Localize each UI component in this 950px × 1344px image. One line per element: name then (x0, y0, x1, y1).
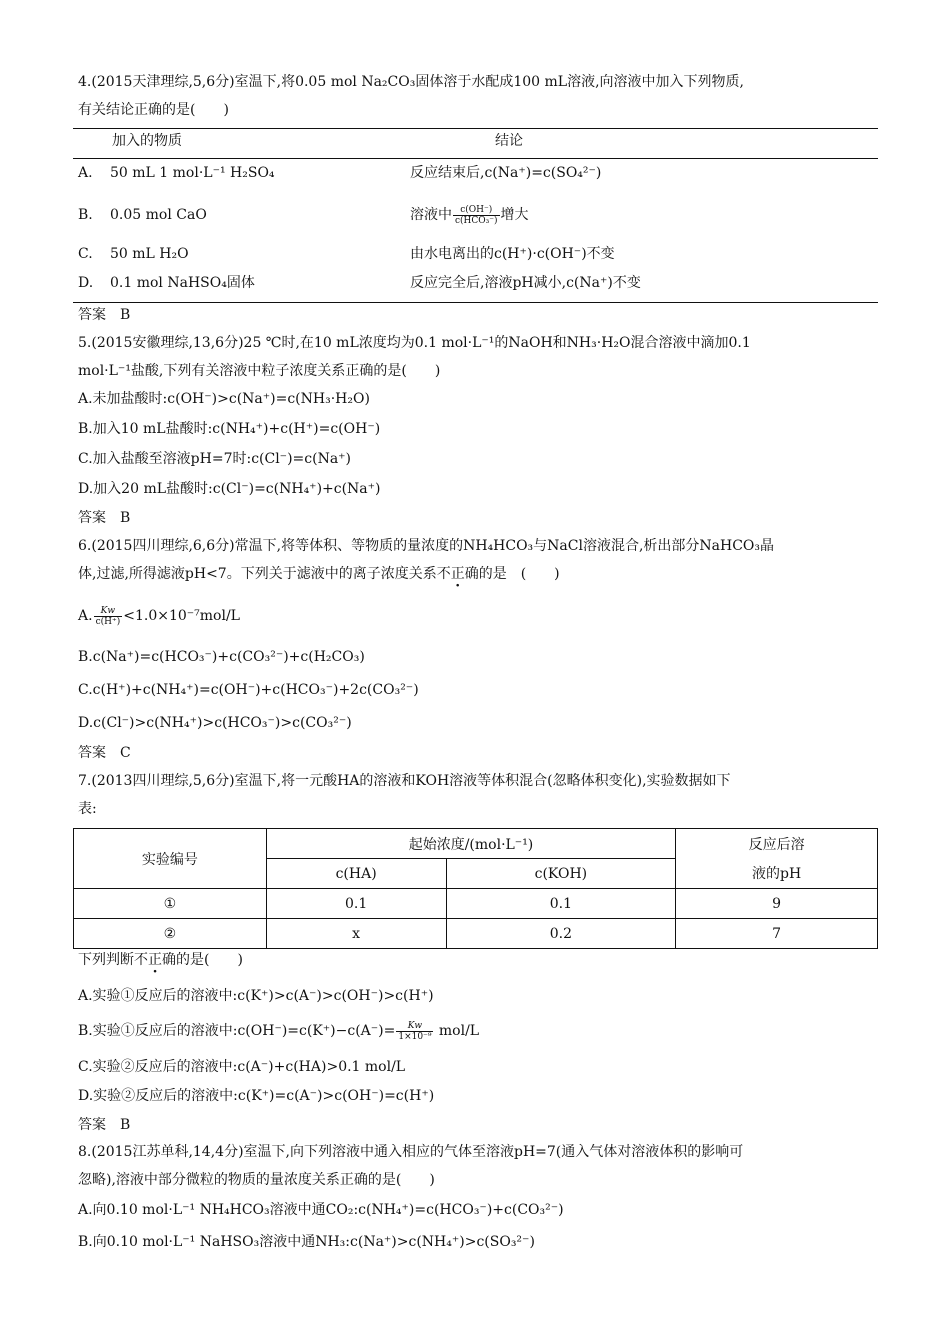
q4-head-conclusion: 结论 (495, 133, 523, 149)
table-cell-id: ① (74, 889, 267, 919)
fraction-denominator: c(H⁺) (95, 616, 121, 627)
q6-option-a (78, 598, 240, 634)
q7-option-a: A.实验①反应后的溶液中:c(K⁺)>c(A⁻)>c(OH⁻)>c(H⁺) (78, 988, 434, 1004)
q7-option-b (78, 1013, 479, 1049)
q4-row-c-conclusion: 由水电离出的c(H⁺)·c(OH⁻)不变 (410, 246, 615, 262)
q4-row-d-conclusion: 反应完全后,溶液pH减小,c(Na⁺)不变 (410, 275, 641, 291)
q6-stem-post: 的是 ( ) (478, 566, 560, 582)
q6-option-d: D.c(Cl⁻)>c(NH₄⁺)>c(HCO₃⁻)>c(CO₃²⁻) (78, 715, 352, 731)
q4-stem-line2: 有关结论正确的是( ) (78, 102, 229, 118)
q7-option-b-pre: B.实验①反应后的溶液中:c(OH⁻)=c(K⁺)−c(A⁻)= (78, 1023, 396, 1039)
q4-row-a-conclusion: 反应结束后,c(Na⁺)=c(SO₄²⁻) (410, 165, 602, 181)
q5-stem-line1: 5.(2015安徽理综,13,6分)25 ℃时,在10 mL浓度均为0.1 mol·L⁻¹的NaOH和NH₃·H₂O混合溶液中滴加0.1 (78, 335, 751, 351)
q7-col-ph-line1: 反应后溶 (676, 829, 878, 859)
q7-col-ph-line2: 液的pH (676, 859, 878, 889)
q4-head-substance: 加入的物质 (112, 133, 182, 149)
q8-option-a: A.向0.10 mol·L⁻¹ NH₄HCO₃溶液中通CO₂:c(NH₄⁺)=c(HCO₃⁻)+c(CO₃²⁻) (78, 1202, 564, 1218)
fraction-denominator: 1×10⁻⁹ (398, 1031, 432, 1042)
q7-option-c: C.实验②反应后的溶液中:c(A⁻)+c(HA)>0.1 mol/L (78, 1059, 406, 1075)
fraction-numerator: Kw (94, 606, 123, 617)
q7-col-initial-concentration: 起始浓度/(mol·L⁻¹) (266, 829, 676, 859)
q7-judge-post: 的是( ) (176, 952, 243, 968)
q7-option-d: D.实验②反应后的溶液中:c(K⁺)=c(A⁻)>c(OH⁻)=c(H⁺) (78, 1088, 435, 1104)
q7-col-experiment-id: 实验编号 (74, 829, 267, 889)
q4-table-top-rule (73, 128, 878, 129)
table-cell-koh: 0.1 (446, 889, 676, 919)
q7-stem-line2: 表: (78, 801, 97, 817)
q7-option-b-fraction (396, 1021, 433, 1042)
q6-stem-line1: 6.(2015四川理综,6,6分)常温下,将等体积、等物质的量浓度的NH₄HCO₃与NaCl溶液混合,析出部分NaHCO₃晶 (78, 538, 774, 554)
q7-judge (78, 950, 243, 970)
fraction-numerator: Kw (396, 1021, 433, 1032)
q4-row-c-letter: C. (78, 246, 93, 262)
q4-row-c-substance: 50 mL H₂O (110, 246, 189, 262)
q5-answer: 答案 B (78, 510, 131, 526)
q4-row-b-post: 增大 (500, 207, 529, 223)
q4-answer: 答案 B (78, 307, 131, 323)
q4-row-d-substance: 0.1 mol NaHSO₄固体 (110, 275, 255, 291)
q7-col-c-ha: c(HA) (266, 859, 446, 889)
q5-option-c: C.加入盐酸至溶液pH=7时:c(Cl⁻)=c(Na⁺) (78, 451, 352, 467)
q7-option-b-post: mol/L (434, 1023, 480, 1039)
q4-row-d-letter: D. (78, 275, 94, 291)
q6-stem-pre: 体,过滤,所得滤液pH<7。下列关于滤液中的离子浓度关系 (78, 566, 437, 582)
q5-stem-line2: mol·L⁻¹盐酸,下列有关溶液中粒子浓度关系正确的是( ) (78, 363, 441, 379)
q7-data-table (73, 828, 878, 949)
q4-row-b-letter: B. (78, 207, 93, 223)
table-cell-ha: 0.1 (266, 889, 446, 919)
q4-stem-line1: 4.(2015天津理综,5,6分)室温下,将0.05 mol Na₂CO₃固体溶于水配成100 mL溶液,向溶液中加入下列物质, (78, 74, 744, 90)
q7-col-c-koh: c(KOH) (446, 859, 676, 889)
q6-answer: 答案 C (78, 745, 131, 761)
q6-option-a-fraction (94, 606, 123, 627)
fraction-denominator: c(HCO₃⁻) (455, 215, 498, 226)
q4-row-b-substance: 0.05 mol CaO (110, 207, 207, 223)
q4-table-bottom-rule (73, 302, 878, 303)
q8-stem-line1: 8.(2015江苏单科,14,4分)室温下,向下列溶液中通入相应的气体至溶液pH=7(通入气体对溶液体积的影响可 (78, 1144, 744, 1160)
q6-stem-line2 (78, 564, 560, 584)
q7-answer: 答案 B (78, 1117, 131, 1133)
q7-judge-pre: 下列判断 (78, 952, 134, 968)
q8-stem-line2: 忽略),溶液中部分微粒的物质的量浓度关系正确的是( ) (78, 1172, 435, 1188)
q4-row-a-letter: A. (78, 165, 93, 181)
q4-row-b-conclusion (410, 197, 529, 233)
q6-emphasis: 不正确 (436, 566, 479, 582)
q7-emphasis: 不正确 (134, 952, 176, 968)
q5-option-d: D.加入20 mL盐酸时:c(Cl⁻)=c(NH₄⁺)+c(Na⁺) (78, 481, 381, 497)
table-cell-ha: x (266, 919, 446, 949)
table-cell-ph: 7 (676, 919, 878, 949)
table-cell-ph: 9 (676, 889, 878, 919)
q4-row-b-pre: 溶液中 (410, 207, 452, 223)
table-cell-koh: 0.2 (446, 919, 676, 949)
q6-option-a-post: <1.0×10⁻⁷mol/L (123, 608, 240, 624)
q6-option-a-label: A. (78, 608, 93, 624)
q8-option-b: B.向0.10 mol·L⁻¹ NaHSO₃溶液中通NH₃:c(Na⁺)>c(NH₄⁺)>c(SO₃²⁻) (78, 1234, 535, 1250)
q6-option-c: C.c(H⁺)+c(NH₄⁺)=c(OH⁻)+c(HCO₃⁻)+2c(CO₃²⁻) (78, 682, 419, 698)
q5-option-a: A.未加盐酸时:c(OH⁻)>c(Na⁺)=c(NH₃·H₂O) (78, 391, 370, 407)
q4-table-head-rule (73, 158, 878, 159)
q7-stem-line1: 7.(2013四川理综,5,6分)室温下,将一元酸HA的溶液和KOH溶液等体积混合(忽略体积变化),实验数据如下 (78, 773, 731, 789)
q5-option-b: B.加入10 mL盐酸时:c(NH₄⁺)+c(H⁺)=c(OH⁻) (78, 421, 381, 437)
fraction-numerator: c(OH⁻) (453, 205, 500, 216)
table-cell-id: ② (74, 919, 267, 949)
q6-option-b: B.c(Na⁺)=c(HCO₃⁻)+c(CO₃²⁻)+c(H₂CO₃) (78, 649, 365, 665)
q4-row-a-substance: 50 mL 1 mol·L⁻¹ H₂SO₄ (110, 165, 275, 181)
q4-row-b-fraction (453, 205, 500, 226)
